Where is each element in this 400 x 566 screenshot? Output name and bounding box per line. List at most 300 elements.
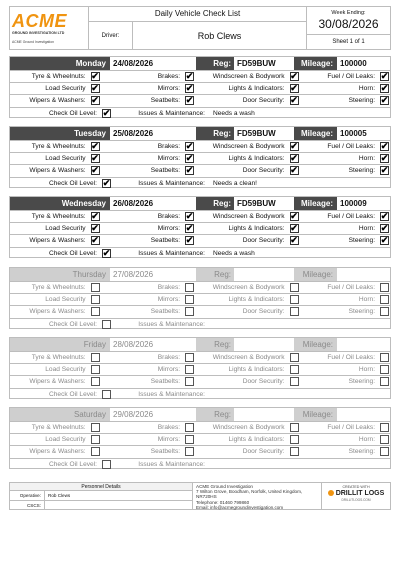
check-label-wipers: Wipers & Washers:: [29, 237, 86, 245]
checkbox-seatbelts[interactable]: [185, 447, 194, 456]
checkbox-brakes[interactable]: [185, 212, 194, 221]
day-name: Wednesday: [61, 199, 106, 208]
created-with-label: CREATED WITH: [342, 485, 370, 489]
check-label-tyres: Tyre & Wheelnuts:: [31, 424, 86, 431]
header-middle: [89, 7, 307, 49]
checkbox-cell: [379, 364, 390, 375]
reg-label: Reg:: [213, 129, 231, 138]
check-mark-icon: ✔: [91, 211, 99, 222]
checkbox-load[interactable]: [91, 295, 100, 304]
check-label-fuel: Fuel / Oil Leaks:: [327, 284, 376, 291]
checkbox-load[interactable]: [91, 84, 100, 93]
checkbox-cell: [379, 352, 390, 363]
checkbox-lights[interactable]: [290, 84, 299, 93]
company-address: [193, 483, 322, 509]
check-label-wipers: Wipers & Washers:: [29, 97, 86, 105]
checkbox-windscreen[interactable]: [290, 423, 299, 432]
checkbox-mirrors[interactable]: [185, 154, 194, 163]
checkbox-cell: [184, 235, 195, 246]
issues-value: [209, 389, 390, 400]
checkbox-lights[interactable]: [290, 224, 299, 233]
check-mark-icon: ✔: [185, 153, 194, 164]
checkbox-cell: [379, 211, 390, 222]
check-label-lights: Lights & Indicators:: [228, 225, 285, 233]
check-label-wipers: Wipers & Washers:: [29, 308, 86, 316]
checkbox-tyres[interactable]: [91, 72, 100, 81]
checkbox-cell: [379, 235, 390, 246]
checkbox-cell: [184, 153, 195, 164]
cscs-row: [10, 501, 192, 510]
checkbox-seatbelts[interactable]: [185, 377, 194, 386]
checkbox-tyres[interactable]: [91, 283, 100, 292]
check-row: [10, 351, 390, 363]
checkbox-windscreen[interactable]: [290, 142, 299, 151]
logo-company-name: ACME Ground Investigation: [12, 40, 55, 44]
checkbox-steering[interactable]: [380, 307, 389, 316]
check-label-steering: Steering:: [348, 97, 376, 105]
checkbox-mirrors[interactable]: [185, 295, 194, 304]
check-label-seatbelts: Seatbelts:: [150, 97, 181, 105]
checkbox-horn[interactable]: [380, 84, 389, 93]
checkbox-seatbelts[interactable]: [185, 307, 194, 316]
checkbox-cell: [184, 95, 195, 106]
check-mark-icon: ✔: [290, 153, 298, 164]
checkbox-wipers[interactable]: [91, 377, 100, 386]
check-mark-icon: ✔: [185, 141, 194, 152]
reg-value: [234, 408, 294, 421]
checkbox-fuel[interactable]: [380, 142, 389, 151]
check-mark-icon: ✔: [380, 141, 389, 152]
check-label-mirrors: Mirrors:: [157, 436, 181, 444]
checkbox-cell: [289, 235, 300, 246]
check-label-wipers: Wipers & Washers:: [29, 448, 86, 456]
checkbox-oil[interactable]: [102, 179, 111, 188]
checkbox-cell: [184, 306, 195, 317]
checkbox-cell: [289, 446, 300, 457]
check-label-seatbelts: Seatbelts:: [150, 167, 181, 175]
checkbox-load[interactable]: [91, 365, 100, 374]
company-line: Email: info@acmegroundinvestigation.com: [196, 504, 284, 510]
checkbox-mirrors[interactable]: [185, 435, 194, 444]
day-block: [9, 126, 391, 188]
check-label-mirrors: Mirrors:: [157, 225, 181, 233]
checkbox-cell: [289, 95, 300, 106]
day-date: 28/08/2026: [110, 338, 196, 351]
check-label-steering: Steering:: [348, 448, 376, 456]
check-label-oil: Check Oil Level:: [48, 179, 97, 187]
check-row: [10, 293, 390, 305]
checkbox-cell: [289, 211, 300, 222]
mileage-label: Mileage:: [302, 410, 333, 419]
drillit-logo: [322, 489, 390, 498]
logo-subtitle: GROUND INVESTIGATION LTD: [12, 31, 65, 35]
check-mark-icon: ✔: [91, 141, 99, 152]
check-label-fuel: Fuel / Oil Leaks:: [327, 213, 376, 220]
week-ending-date: 30/08/2026: [318, 17, 379, 31]
checkbox-door[interactable]: [290, 96, 299, 105]
checkbox-door[interactable]: [290, 236, 299, 245]
checkbox-wipers[interactable]: [91, 96, 100, 105]
check-label-horn: Horn:: [358, 225, 376, 233]
check-label-seatbelts: Seatbelts:: [150, 308, 181, 316]
checkbox-tyres[interactable]: [91, 212, 100, 221]
checkbox-cell: [90, 223, 101, 234]
company-line: 7 Wilton Grove, Boodham, Norfolk, United Kingdom, NR720HS: [196, 489, 303, 500]
mileage-value: 100000: [337, 57, 390, 70]
checkbox-fuel[interactable]: [380, 353, 389, 362]
check-label-windscreen: Windscreen & Bodywork: [212, 143, 285, 150]
reg-label: Reg:: [214, 410, 231, 419]
check-label-fuel: Fuel / Oil Leaks:: [327, 424, 376, 431]
checkbox-cell: [90, 434, 101, 445]
checkbox-mirrors[interactable]: [185, 365, 194, 374]
check-label-windscreen: Windscreen & Bodywork: [212, 73, 285, 80]
check-mark-icon: ✔: [380, 153, 389, 164]
check-label-wipers: Wipers & Washers:: [29, 167, 86, 175]
check-label-door: Door Security:: [242, 97, 285, 105]
check-mark-icon: ✔: [185, 165, 194, 176]
check-label-lights: Lights & Indicators:: [228, 296, 285, 304]
check-label-oil: Check Oil Level:: [48, 390, 97, 398]
checkbox-cell: [379, 153, 390, 164]
check-mark-icon: ✔: [290, 141, 298, 152]
check-label-windscreen: Windscreen & Bodywork: [212, 213, 285, 220]
checkbox-cell: [379, 95, 390, 106]
checkbox-cell: [184, 211, 195, 222]
check-label-brakes: Brakes:: [157, 354, 181, 361]
checkbox-fuel[interactable]: [380, 423, 389, 432]
check-label-steering: Steering:: [348, 237, 376, 245]
check-mark-icon: ✔: [185, 83, 194, 94]
issues-label: Issues & Maintenance:: [138, 460, 205, 468]
checkbox-cell: [184, 294, 195, 305]
check-row: [10, 445, 390, 457]
checkbox-door[interactable]: [290, 377, 299, 386]
checkbox-cell: [90, 282, 101, 293]
check-label-mirrors: Mirrors:: [157, 85, 181, 93]
checkbox-steering[interactable]: [380, 236, 389, 245]
checkbox-oil[interactable]: [102, 390, 111, 399]
checkbox-cell: [90, 352, 101, 363]
day-name: Friday: [83, 340, 106, 349]
day-header: [10, 338, 390, 351]
check-label-fuel: Fuel / Oil Leaks:: [327, 73, 376, 80]
checkbox-cell: [184, 165, 195, 176]
mileage-value: [337, 408, 390, 421]
check-label-lights: Lights & Indicators:: [228, 85, 285, 93]
check-label-door: Door Security:: [242, 378, 285, 386]
checkbox-cell: [184, 434, 195, 445]
check-mark-icon: ✔: [91, 71, 99, 82]
check-mark-icon: ✔: [380, 223, 389, 234]
checkbox-load[interactable]: [91, 154, 100, 163]
checkbox-cell: [90, 306, 101, 317]
checkbox-cell: [379, 376, 390, 387]
checkbox-tyres[interactable]: [91, 353, 100, 362]
check-mark-icon: ✔: [91, 165, 99, 176]
day-header: [10, 408, 390, 421]
checkbox-fuel[interactable]: [380, 72, 389, 81]
issues-value: Needs a wash: [213, 249, 255, 257]
driver-label: Driver:: [89, 22, 133, 50]
check-label-seatbelts: Seatbelts:: [150, 448, 181, 456]
check-label-load: Load Security: [45, 85, 86, 93]
check-label-horn: Horn:: [358, 436, 376, 444]
checkbox-horn[interactable]: [380, 435, 389, 444]
checkbox-fuel[interactable]: [380, 212, 389, 221]
checkbox-cell: [90, 165, 101, 176]
cscs-label: CSCS:: [10, 501, 45, 510]
check-label-oil: Check Oil Level:: [48, 460, 97, 468]
checkbox-cell: [289, 83, 300, 94]
check-mark-icon: ✔: [290, 83, 298, 94]
check-label-oil: Check Oil Level:: [48, 109, 97, 117]
driver-name: Rob Clews: [197, 31, 242, 41]
check-mark-icon: ✔: [290, 211, 298, 222]
checkbox-cell: [90, 71, 101, 82]
checkbox-cell: [90, 83, 101, 94]
check-mark-icon: ✔: [380, 211, 389, 222]
check-row: [10, 82, 390, 94]
check-label-brakes: Brakes:: [157, 73, 181, 80]
checkbox-cell: [101, 389, 112, 400]
check-label-seatbelts: Seatbelts:: [150, 237, 181, 245]
checkbox-wipers[interactable]: [91, 236, 100, 245]
checkbox-cell: [379, 141, 390, 152]
check-mark-icon: ✔: [91, 95, 99, 106]
operative-row: [10, 491, 192, 501]
check-mark-icon: ✔: [380, 165, 389, 176]
checkbox-fuel[interactable]: [380, 283, 389, 292]
day-date: 25/08/2026: [110, 127, 196, 140]
check-label-mirrors: Mirrors:: [157, 366, 181, 374]
checkbox-cell: [289, 306, 300, 317]
checkbox-brakes[interactable]: [185, 423, 194, 432]
mileage-label: Mileage:: [300, 199, 333, 208]
check-label-brakes: Brakes:: [157, 213, 181, 220]
checkbox-cell: [289, 223, 300, 234]
check-mark-icon: ✔: [290, 223, 298, 234]
check-label-door: Door Security:: [242, 167, 285, 175]
mileage-label: Mileage:: [300, 129, 333, 138]
checkbox-steering[interactable]: [380, 377, 389, 386]
checkbox-cell: [379, 71, 390, 82]
check-row: [10, 363, 390, 375]
issues-label: Issues & Maintenance:: [138, 390, 205, 398]
document-title: Daily Vehicle Check List: [89, 7, 306, 22]
check-mark-icon: ✔: [91, 153, 99, 164]
check-row: [10, 222, 390, 234]
check-label-lights: Lights & Indicators:: [228, 366, 285, 374]
checkbox-cell: [379, 446, 390, 457]
checkbox-cell: [289, 434, 300, 445]
day-date: 26/08/2026: [110, 197, 196, 210]
mileage-label: Mileage:: [302, 340, 333, 349]
check-row: [10, 421, 390, 433]
checkbox-cell: [289, 364, 300, 375]
checkbox-cell: [379, 165, 390, 176]
check-label-windscreen: Windscreen & Bodywork: [212, 354, 285, 361]
check-mark-icon: ✔: [185, 71, 194, 82]
checkbox-cell: [289, 165, 300, 176]
check-row: [10, 234, 390, 246]
check-row: [10, 94, 390, 106]
checkbox-windscreen[interactable]: [290, 72, 299, 81]
checkbox-brakes[interactable]: [185, 283, 194, 292]
operative-label: Operative:: [10, 491, 45, 500]
check-mark-icon: ✔: [185, 223, 194, 234]
check-label-horn: Horn:: [358, 366, 376, 374]
checkbox-cell: [101, 108, 112, 119]
check-mark-icon: ✔: [380, 83, 389, 94]
check-label-load: Load Security: [45, 366, 86, 374]
check-mark-icon: ✔: [91, 83, 99, 94]
checkbox-wipers[interactable]: [91, 307, 100, 316]
checkbox-windscreen[interactable]: [290, 353, 299, 362]
checkbox-mirrors[interactable]: [185, 224, 194, 233]
cscs-value: [45, 501, 48, 510]
sheet-footer: [9, 482, 391, 510]
checkbox-lights[interactable]: [290, 365, 299, 374]
checkbox-tyres[interactable]: [91, 142, 100, 151]
checkbox-seatbelts[interactable]: [185, 236, 194, 245]
day-block: [9, 407, 391, 469]
issues-value: [209, 459, 390, 470]
check-mark-icon: ✔: [185, 95, 194, 106]
checkbox-oil[interactable]: [102, 460, 111, 469]
check-label-tyres: Tyre & Wheelnuts:: [31, 354, 86, 361]
check-label-tyres: Tyre & Wheelnuts:: [31, 143, 86, 150]
checkbox-tyres[interactable]: [91, 423, 100, 432]
checkbox-oil[interactable]: [102, 249, 111, 258]
check-mark-icon: ✔: [102, 107, 111, 118]
day-header: [10, 127, 390, 140]
checkbox-lights[interactable]: [290, 154, 299, 163]
oil-issues-row: [10, 318, 390, 330]
checkbox-cell: [184, 223, 195, 234]
checkbox-load[interactable]: [91, 435, 100, 444]
checkbox-horn[interactable]: [380, 365, 389, 374]
checkbox-horn[interactable]: [380, 154, 389, 163]
checkbox-windscreen[interactable]: [290, 283, 299, 292]
drillit-name: DRILLIT LOGS: [335, 490, 385, 497]
checkbox-cell: [289, 422, 300, 433]
checkbox-lights[interactable]: [290, 295, 299, 304]
checkbox-horn[interactable]: [380, 295, 389, 304]
checkbox-door[interactable]: [290, 447, 299, 456]
checkbox-brakes[interactable]: [185, 72, 194, 81]
checkbox-mirrors[interactable]: [185, 84, 194, 93]
reg-value: FD59BUW: [234, 127, 294, 140]
checkbox-cell: [184, 446, 195, 457]
checkbox-wipers[interactable]: [91, 166, 100, 175]
checkbox-cell: [289, 376, 300, 387]
check-row: [10, 305, 390, 317]
checkbox-steering[interactable]: [380, 96, 389, 105]
company-line: Telephone: 01460 799860: [196, 499, 250, 505]
drillit-dot-icon: [328, 490, 334, 496]
check-mark-icon: ✔: [290, 71, 298, 82]
checkbox-cell: [101, 248, 112, 259]
day-header: [10, 197, 390, 210]
checkbox-door[interactable]: [290, 307, 299, 316]
checkbox-cell: [379, 294, 390, 305]
check-label-mirrors: Mirrors:: [157, 155, 181, 163]
checkbox-door[interactable]: [290, 166, 299, 175]
checkbox-cell: [184, 141, 195, 152]
checkbox-cell: [379, 83, 390, 94]
oil-issues-row: [10, 177, 390, 189]
reg-value: FD59BUW: [234, 57, 294, 70]
logo-wordmark: ACME: [12, 11, 67, 31]
checkbox-windscreen[interactable]: [290, 212, 299, 221]
sheet-number: Sheet 1 of 1: [307, 34, 390, 49]
check-mark-icon: ✔: [290, 165, 298, 176]
checkbox-seatbelts[interactable]: [185, 96, 194, 105]
check-label-steering: Steering:: [348, 378, 376, 386]
check-label-horn: Horn:: [358, 296, 376, 304]
check-label-lights: Lights & Indicators:: [228, 155, 285, 163]
issues-value: Needs a wash: [213, 109, 255, 117]
check-label-brakes: Brakes:: [157, 284, 181, 291]
check-row: [10, 433, 390, 445]
checkbox-cell: [379, 223, 390, 234]
checkbox-cell: [184, 352, 195, 363]
check-row: [10, 70, 390, 82]
checkbox-cell: [184, 422, 195, 433]
oil-issues-row: [10, 247, 390, 259]
reg-value: [234, 268, 294, 281]
checkbox-steering[interactable]: [380, 447, 389, 456]
reg-label: Reg:: [214, 270, 231, 279]
mileage-value: 100009: [337, 197, 390, 210]
checkbox-oil[interactable]: [102, 109, 111, 118]
checkbox-cell: [90, 141, 101, 152]
checkbox-oil[interactable]: [102, 320, 111, 329]
sheet-header: [9, 6, 391, 50]
checkbox-steering[interactable]: [380, 166, 389, 175]
day-header: [10, 268, 390, 281]
check-label-door: Door Security:: [242, 448, 285, 456]
checkbox-brakes[interactable]: [185, 353, 194, 362]
checkbox-horn[interactable]: [380, 224, 389, 233]
driver-row: [89, 22, 306, 50]
company-logo: [10, 7, 89, 49]
company-line: ACME Ground Investigation: [196, 484, 253, 489]
checkbox-cell: [90, 446, 101, 457]
check-mark-icon: ✔: [102, 247, 111, 258]
check-label-door: Door Security:: [242, 237, 285, 245]
check-mark-icon: ✔: [380, 235, 389, 246]
mileage-value: 100005: [337, 127, 390, 140]
reg-label: Reg:: [213, 59, 231, 68]
day-block: [9, 267, 391, 329]
reg-label: Reg:: [213, 199, 231, 208]
reg-label: Reg:: [214, 340, 231, 349]
checkbox-cell: [379, 282, 390, 293]
day-date: 27/08/2026: [110, 268, 196, 281]
check-label-fuel: Fuel / Oil Leaks:: [327, 143, 376, 150]
personnel-details: [10, 483, 193, 509]
checkbox-lights[interactable]: [290, 435, 299, 444]
checkbox-cell: [184, 282, 195, 293]
checkbox-wipers[interactable]: [91, 447, 100, 456]
issues-label: Issues & Maintenance:: [138, 320, 205, 328]
checkbox-load[interactable]: [91, 224, 100, 233]
drillit-url: DRILLITLOGS.COM: [341, 498, 371, 502]
checkbox-seatbelts[interactable]: [185, 166, 194, 175]
checkbox-brakes[interactable]: [185, 142, 194, 151]
